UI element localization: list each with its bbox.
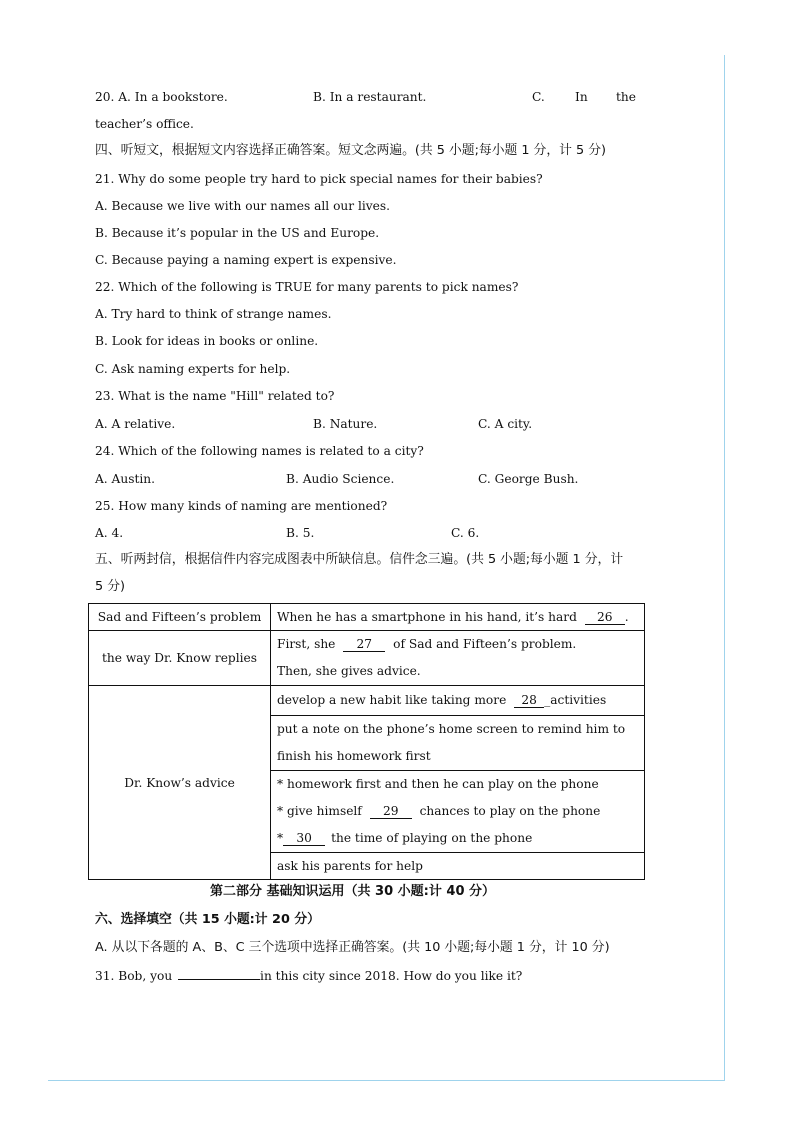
q31-end: in this city since 2018. How do you like it? [260,969,523,983]
q23-option-b: B. Nature. [313,417,378,431]
q21-option-a: A. Because we live with our names all our lives. [95,199,390,213]
advice3-line3-end: the time of playing on the phone [331,831,533,845]
section5-title-line1: 五、听两封信，根据信件内容完成图表中所缺信息。信件念三遍。(共 5 小题;每小题 1 分，计 [95,552,624,567]
page-border-right [724,55,725,1080]
row2-line1-start: First, she [277,637,336,651]
advice-item-4: ask his parents for help [271,853,645,880]
q21-option-c: C. Because paying a naming expert is expensive. [95,253,397,267]
q24-stem: 24. Which of the following names is related to a city? [95,444,424,458]
section4-title: 四、听短文，根据短文内容选择正确答案。短文念两遍。(共 5 小题;每小题 1 分，计 5 分) [95,143,607,158]
q31-start: 31. Bob, you [95,969,173,983]
q25-option-b: B. 5. [286,526,315,540]
q22-option-a: A. Try hard to think of strange names. [95,307,332,321]
q23-option-a: A. A relative. [95,417,176,431]
section5-title-line2: 5 分) [95,579,125,594]
q20-option-c-word1: In [575,90,588,104]
advice3-line2-end: chances to play on the phone [419,804,601,818]
advice2-line2: finish his homework first [277,749,431,763]
blank-26: 26 [585,610,625,625]
q21-stem: 21. Why do some people try hard to pick special names for their babies? [95,172,543,186]
q23-option-c: C. A city. [478,417,533,431]
table-row-content-problem [271,604,645,631]
q25-stem: 25. How many kinds of naming are mentioned? [95,499,388,513]
advice-item-3 [271,771,645,853]
q20-option-c-label: C. [532,90,545,104]
q22-option-b: B. Look for ideas in books or online. [95,334,319,348]
table-row-label-advice: Dr. Know’s advice [89,686,271,880]
advice3-line1: * homework first and then he can play on the phone [277,777,599,791]
part2-title: 第二部分 基础知识运用（共 30 小题:计 40 分） [210,884,496,899]
blank-30: 30 [283,831,325,846]
advice1-end: _activities [544,693,607,707]
section6-instructions: A. 从以下各题的 A、B、C 三个选项中选择正确答案。(共 10 小题;每小题 1 分，计 10 分) [95,940,610,955]
advice2-line1: put a note on the phone’s home screen to remind him to [277,722,626,736]
q22-stem: 22. Which of the following is TRUE for many parents to pick names? [95,280,519,294]
q20-option-c-continued: teacher’s office. [95,117,194,131]
q20-option-b: B. In a restaurant. [313,90,427,104]
q25-option-a: A. 4. [95,526,124,540]
row2-line2: Then, she gives advice. [277,664,421,678]
blank-27: 27 [343,637,385,652]
q20-options-line [95,89,228,105]
q25-option-c: C. 6. [451,526,480,540]
section6-title: 六、选择填空（共 15 小题:计 20 分） [95,912,320,927]
row1-end: . [624,609,629,624]
table-row [89,604,645,631]
row1-text: When he has a smartphone in his hand, it’s hard [277,609,577,624]
q22-option-c: C. Ask naming experts for help. [95,362,291,376]
row2-line1-end: of Sad and Fifteen’s problem. [393,637,577,651]
table-row [89,686,645,716]
q31-blank [178,979,260,980]
info-table [88,603,645,880]
blank-29: 29 [370,804,412,819]
blank-28: 28 [514,693,544,708]
q20-option-c-word2: the [616,90,636,104]
page-border-bottom [48,1080,725,1081]
advice-item-1 [271,686,645,716]
q31-line [95,968,522,984]
q20-option-a: 20. A. In a bookstore. [95,90,228,104]
q23-stem: 23. What is the name "Hill" related to? [95,389,335,403]
q24-option-a: A. Austin. [95,472,155,486]
table-row-content-replies [271,631,645,686]
advice3-line2-start: * give himself [277,804,362,818]
table-row-label-replies: the way Dr. Know replies [89,631,271,686]
advice3-line3-star: * [277,831,284,845]
table-row-label-problem: Sad and Fifteen’s problem [89,604,271,631]
advice1-text: develop a new habit like taking more [277,693,507,707]
advice-item-2 [271,716,645,771]
q24-option-b: B. Audio Science. [286,472,395,486]
q24-option-c: C. George Bush. [478,472,579,486]
q21-option-b: B. Because it’s popular in the US and Europe. [95,226,380,240]
table-row [89,631,645,686]
